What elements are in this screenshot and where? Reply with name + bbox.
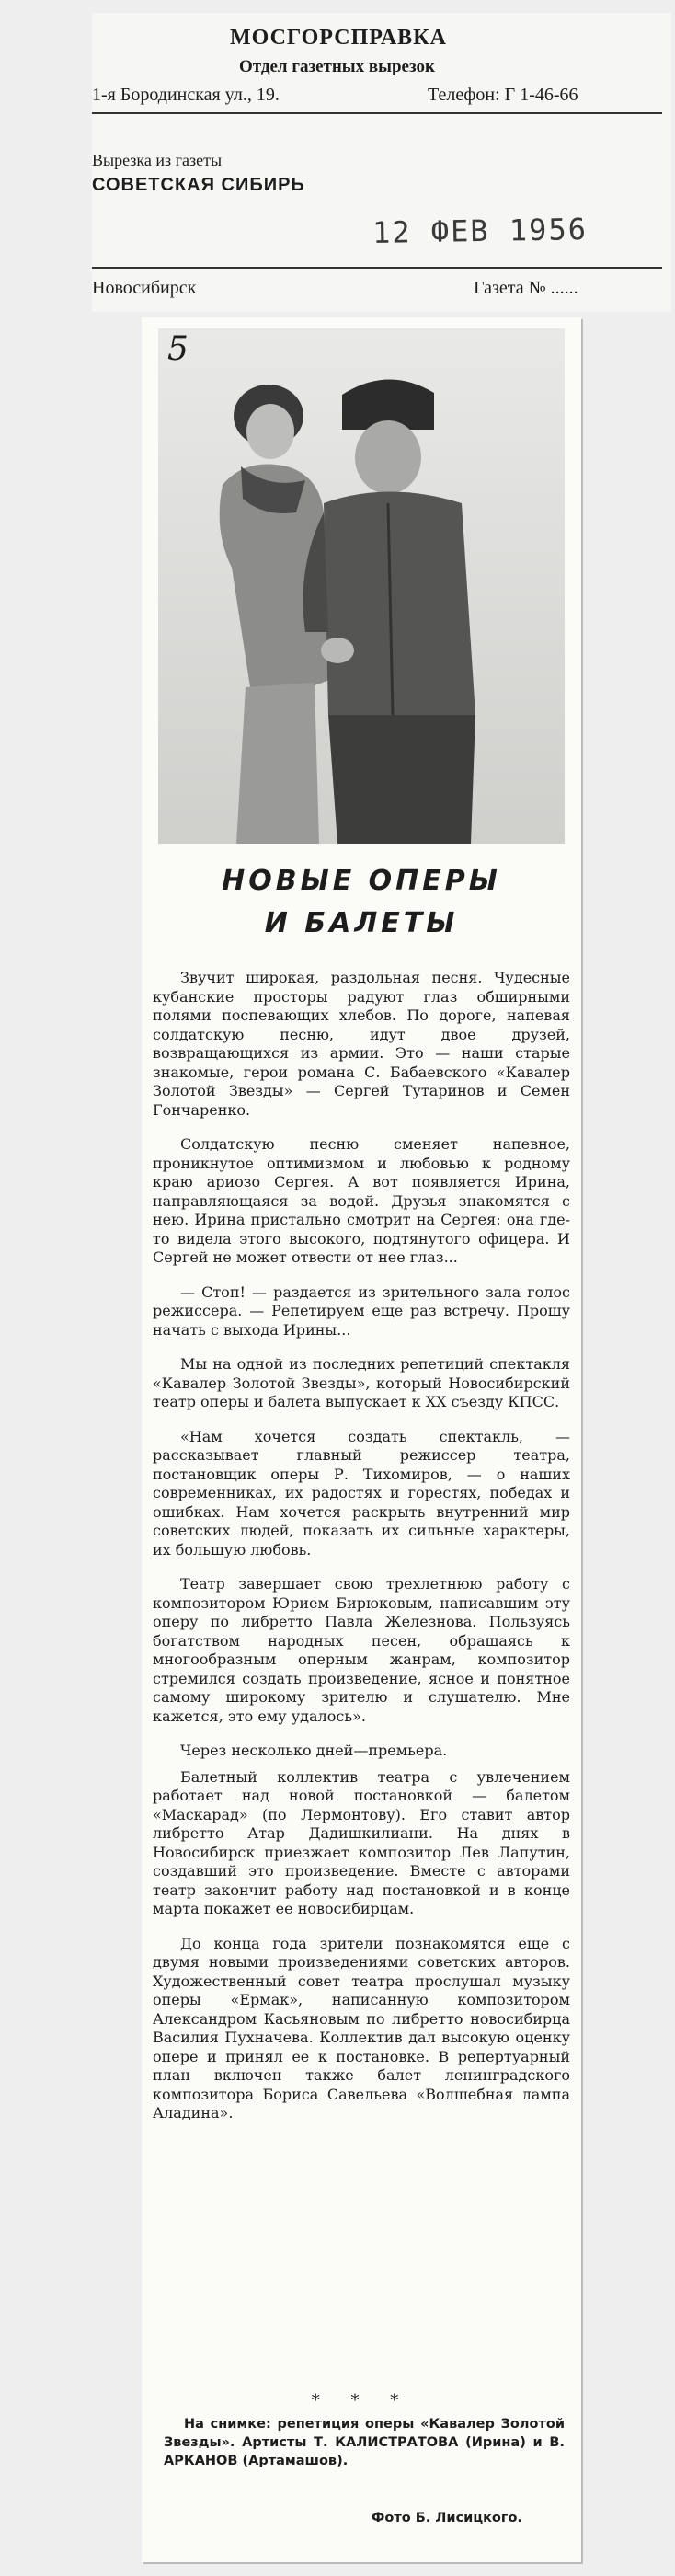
divider bbox=[92, 267, 662, 269]
agency-address: 1-я Бородинская ул., 19. bbox=[92, 85, 280, 105]
newspaper-clipping bbox=[142, 317, 581, 2562]
headline-line: И БАЛЕТЫ bbox=[264, 907, 459, 939]
paragraph: Театр завершает свою трехлетнюю работу с композитором Юрием Бирюковым, написавшим эту оперу по либретто Павла Железнова. Пользуясь богатством народных песен, обращаясь к многообразным оперным жанрам, композитор стремился создать произведение, ясное и понятное самому широкому зрителю и слушателю. Мне кажется, это ему удалось». bbox=[153, 1575, 570, 1725]
divider bbox=[92, 112, 662, 114]
newspaper-name: СОВЕТСКАЯ СИБИРЬ bbox=[92, 175, 305, 195]
section-stars: * * * bbox=[311, 2391, 412, 2410]
city-name: Новосибирск bbox=[92, 278, 197, 298]
paragraph: Звучит широкая, раздольная песня. Чудесные кубанские просторы радуют глаз обширными полями поспевающих хлебов. По дороге, напевая солдатскую песню, идут двое друзей, возвращающихся из армии. Это — наши старые знакомые, герои романа С. Бабаевского «Кавалер Золотой Звезды» — Сергей Тутаринов и Семен Гончаренко. bbox=[153, 969, 570, 1119]
clipping-label: Вырезка из газеты bbox=[92, 151, 223, 169]
gazeta-number: Газета № ...... bbox=[474, 278, 578, 298]
paragraph: Через несколько дней—премьера. bbox=[180, 1742, 448, 1759]
agency-name: МОСГОРСПРАВКА bbox=[230, 26, 447, 50]
article-headline bbox=[142, 860, 581, 945]
handwritten-number: 5 bbox=[167, 330, 189, 368]
headline-line: НОВЫЕ ОПЕРЫ bbox=[222, 865, 501, 897]
article-body bbox=[153, 969, 570, 2139]
rehearsal-photo bbox=[158, 328, 565, 844]
photo-credit: Фото Б. Лисицкого. bbox=[372, 2511, 522, 2525]
paragraph: «Нам хочется создать спектакль, — рассказывает главный режиссер театра, постановщик оперы Р. Тихомиров, — о наших современниках, их радостях и горестях, победах и ошибках. Нам хочется раскрыть внутренний мир советских людей, показать их сильные характеры, их большую любовь. bbox=[153, 1427, 570, 1558]
agency-phone: Телефон: Г 1-46-66 bbox=[428, 85, 578, 105]
paragraph: — Стоп! — раздается из зрительного зала голос режиссера. — Репетируем еще раз встречу. Прошу начать с выхода Ирины... bbox=[153, 1282, 570, 1339]
paragraph: Балетный коллектив театра с увлечением работает над новой постановкой — балетом «Маскарад» (по Лермонтову). Его ставит автор либретто Атар Дадишкилиани. На днях в Новосибирск приезжает композитор Лев Лапутин, создавший это произведение. Вместе с авторами театр закончит работу над постановкой и в конце марта покажет ее новосибирцам. bbox=[153, 1767, 570, 1917]
paragraph: До конца года зрители познакомятся еще с двумя новыми произведениями советских авторов. Художественный совет театра прослушал музыку оперы «Ермак», написанную композитором Александром Касьяновым по либретто новосибирца Василия Пухначева. Коллектив дал высокую оценку опере и принял ее к постановке. В репертуарный план включен также балет ленинградского композитора Бориса Савельева «Волшебная лампа Аладина». bbox=[153, 1934, 570, 2122]
clipping-service-form bbox=[92, 13, 671, 312]
paragraph: Мы на одной из последних репетиций спектакля «Кавалер Золотой Звезды», который Новосибирский театр оперы и балета выпускает к XX съезду КПСС. bbox=[153, 1355, 570, 1410]
paragraph: Солдатскую песню сменяет напевное, проникнутое оптимизмом и любовью к родному краю ариозо Сергея. А вот появляется Ирина, направляющаяся за водой. Друзья знакомятся с нею. Ирина пристально смотрит на Сергея: она где-то видела этого высокого, подтянутого офицера. И Сергей не может отвести от нее глаз... bbox=[153, 1135, 570, 1266]
department-name: Отдел газетных вырезок bbox=[239, 57, 435, 76]
date-stamp: 12 ФЕВ 1956 bbox=[372, 211, 589, 251]
photo-caption: На снимке: репетиция оперы «Кавалер Золотой Звезды». Артисты Т. КАЛИСТРАТОВА (Ирина) и В. АРКАНОВ (Артамашов). bbox=[164, 2417, 565, 2468]
